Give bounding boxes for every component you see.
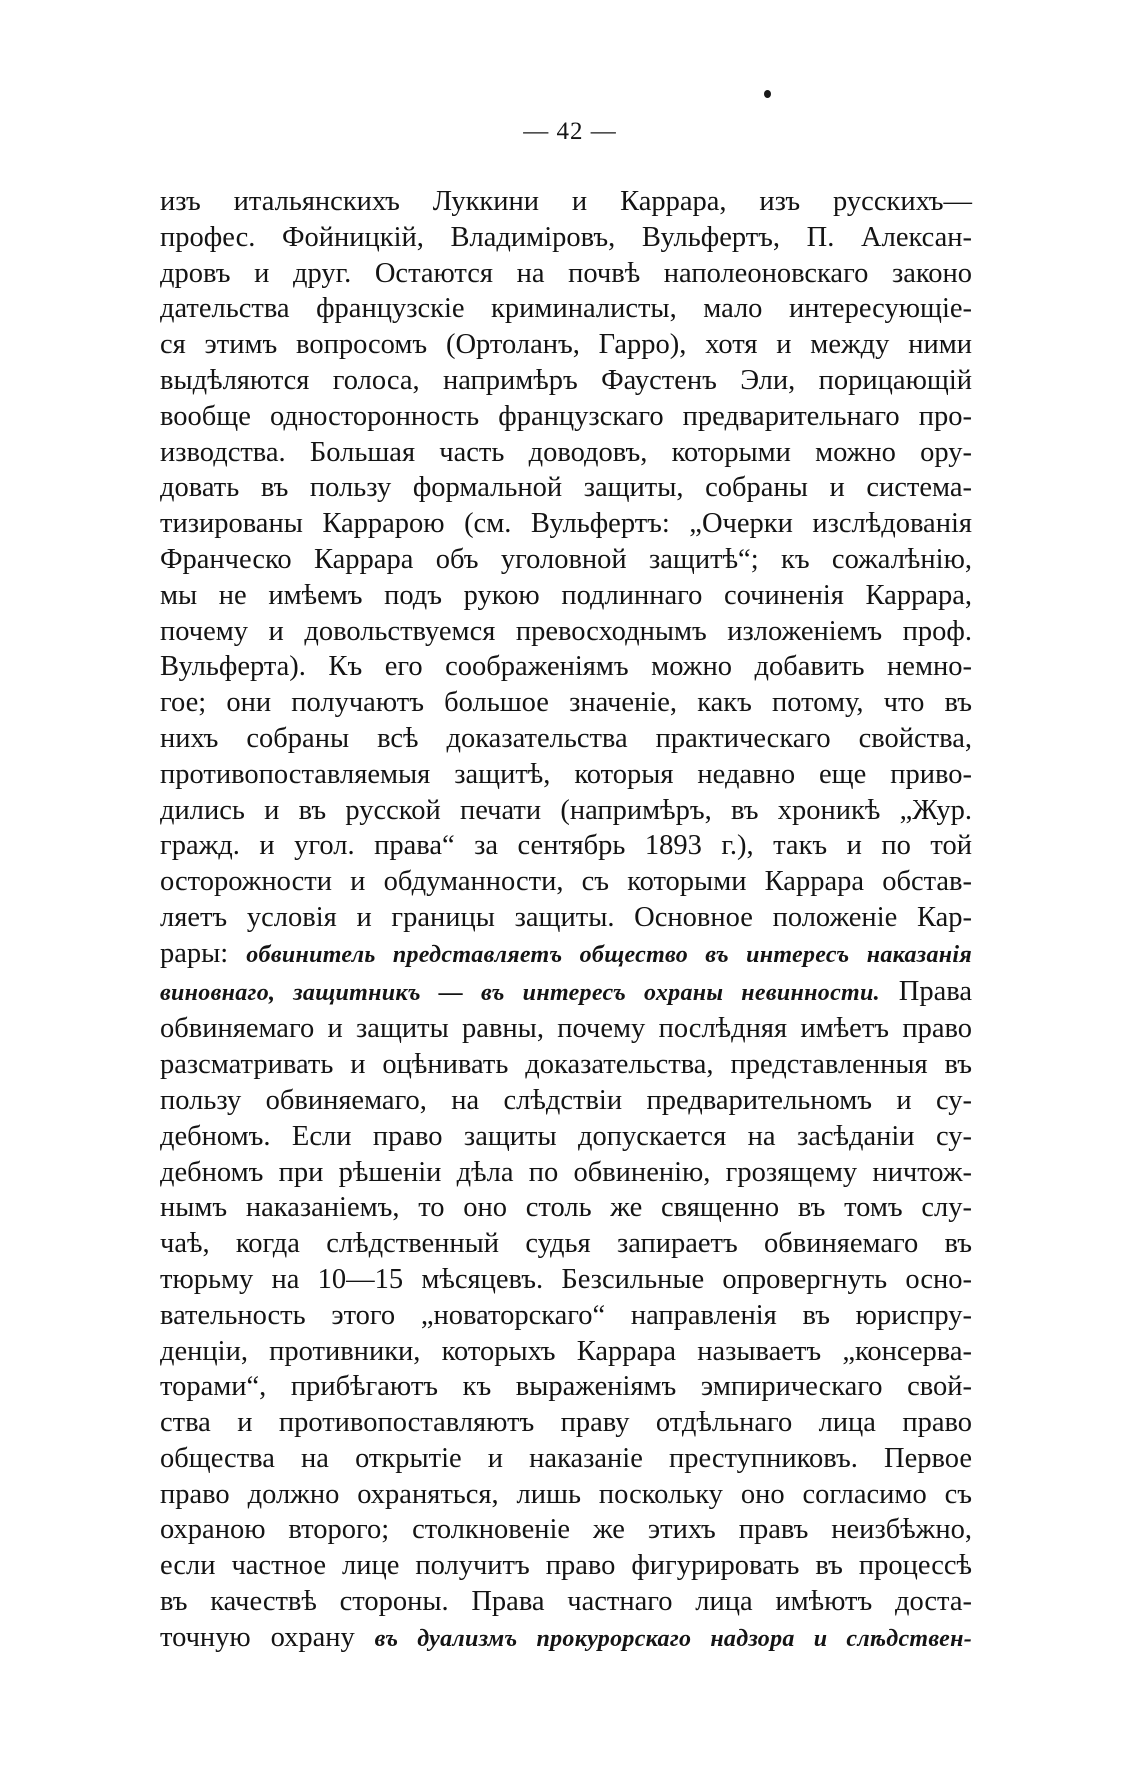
italic-text: обвинитель представляетъ общество въ интересъ наказанiя [246,941,973,968]
text-segment: дебномъ при рѣшенiи дѣла по обвиненiю, грозящему ничтож- [160,1156,972,1188]
text-line [160,327,972,363]
text-segment: гражд. и угол. права“ за сентябрь 1893 г.), такъ и по той [160,830,972,862]
text-line [160,721,972,757]
text-line [160,757,972,793]
text-line [160,470,972,506]
text-segment: вообще односторонность французскаго предварительнаго про- [160,400,972,432]
text-line [160,1047,972,1083]
text-segment: разсматривать и оцѣнивать доказательства, представленныя въ [160,1049,972,1081]
text-line [160,1548,972,1584]
text-line [160,1620,972,1658]
text-line [160,506,972,542]
text-segment: профес. Фойницкiй, Владимiровъ, Вульфертъ, П. Алексан- [160,221,972,253]
text-line [160,685,972,721]
text-segment: гое; они получаютъ большое значенiе, какъ потому, что въ [160,687,972,719]
text-segment: Франческо Каррара объ уголовной защитѣ“; къ сожалѣнiю, [160,543,972,575]
text-line [160,399,972,435]
text-line [160,220,972,256]
text-segment: охраною второго; столкновенiе же этихъ правъ неизбѣжно, [160,1514,972,1546]
text-line [160,1011,972,1047]
text-segment: выдѣляются голоса, напримѣръ Фаустенъ Эли, порицающiй [160,364,972,396]
text-segment: ся этимъ вопросомъ (Ортоланъ, Гарро), хотя и между ними [160,329,972,361]
text-line [160,649,972,685]
text-segment: пользу обвиняемаго, на слѣдствiи предварительномъ и су- [160,1084,972,1116]
text-line [160,1155,972,1191]
text-segment: вательность этого „новаторскаго“ направленiя въ юриспру- [160,1299,972,1331]
text-line [160,1298,972,1334]
text-segment: дровъ и друг. Остаются на почвѣ наполеоновскаго законо [160,257,972,289]
text-segment: довать въ пользу формальной защиты, собраны и система- [160,472,972,504]
text-line [160,864,972,900]
text-segment: торами“, прибѣгаютъ къ выраженiямъ эмпирическаго свой- [160,1371,972,1403]
text-line [160,1477,972,1513]
italic-text: виновнаго, защитникъ — въ интересъ охраны невинности. [160,979,880,1006]
text-segment: нихъ собраны всѣ доказательства практическаго свойства, [160,722,972,754]
text-line [160,1190,972,1226]
text-line [160,1405,972,1441]
italic-text: въ дуализмъ прокурорскаго надзора и слѣдствен- [374,1625,972,1652]
text-segment: если частное лице получитъ право фигурировать въ процессѣ [160,1550,972,1582]
text-segment: почему и довольствуемся превосходнымъ изложенiемъ проф. [160,615,972,647]
text-segment: дательства французскiе криминалисты, мало интересующiе- [160,293,972,325]
text-line [160,900,972,936]
text-line [160,1226,972,1262]
ink-speck [764,90,771,98]
text-segment: дились и въ русской печати (напримѣръ, въ хроникѣ „Жур. [160,794,972,826]
text-line [160,828,972,864]
text-segment: дебномъ. Если право защиты допускается на засѣданiи су- [160,1120,972,1152]
text-segment: право должно охраняться, лишь поскольку оно согласимо съ [160,1478,972,1510]
text-line [160,435,972,471]
text-segment: чаѣ, когда слѣдственный судья запираетъ обвиняемаго въ [160,1228,972,1260]
text-line [160,256,972,292]
text-segment: ства и противопоставляютъ праву отдѣльнаго лица право [160,1407,972,1439]
text-line [160,1584,972,1620]
text-segment: Вульферта). Къ его соображенiямъ можно добавить немно- [160,651,972,683]
text-segment: изъ итальянскихъ Луккини и Каррара, изъ русскихъ— [160,186,972,217]
text-line [160,1369,972,1405]
text-line [160,363,972,399]
text-line [160,1262,972,1298]
text-segment: осторожности и обдуманности, съ которыми Каррара обстав- [160,866,972,898]
text-segment: обвиняемаго и защиты равны, почему послѣдняя имѣетъ право [160,1013,972,1045]
text-line [160,184,972,220]
text-segment: точную охрану [160,1621,375,1653]
text-line [160,793,972,829]
page-number: — 42 — [523,118,617,145]
text-line [160,291,972,327]
text-line [160,1512,972,1548]
text-segment: изводства. Большая часть доводовъ, которыми можно ору- [160,436,972,468]
text-line [160,1083,972,1119]
text-segment: общества на открытiе и наказанiе преступниковъ. Первое [160,1442,972,1474]
text-segment: мы не имѣемъ подъ рукою подлиннаго сочиненiя Каррара, [160,579,972,611]
text-line [160,1119,972,1155]
text-line [160,936,972,974]
text-line [160,542,972,578]
text-segment: противопоставляемыя защитѣ, которыя недавно еще приво- [160,758,972,790]
text-segment: тизированы Каррарою (см. Вульфертъ: „Очерки изслѣдованiя [160,508,972,540]
text-line [160,614,972,650]
body-text [160,184,972,1658]
text-segment: въ качествѣ стороны. Права частнаго лица имѣютъ доста- [160,1586,972,1618]
text-line [160,1334,972,1370]
text-line [160,974,972,1012]
text-segment: денцiи, противники, которыхъ Каррара называетъ „консерва- [160,1335,972,1367]
text-segment: рары: [160,937,247,969]
text-segment: ляетъ условiя и границы защиты. Основное положенiе Кар- [160,901,972,933]
text-line [160,578,972,614]
text-segment: Права [879,975,972,1007]
text-segment: нымъ наказанiемъ, то оно столь же священно въ томъ слу- [160,1192,972,1224]
text-line [160,1441,972,1477]
text-segment: тюрьму на 10—15 мѣсяцевъ. Безсильные опровергнуть осно- [160,1263,972,1295]
